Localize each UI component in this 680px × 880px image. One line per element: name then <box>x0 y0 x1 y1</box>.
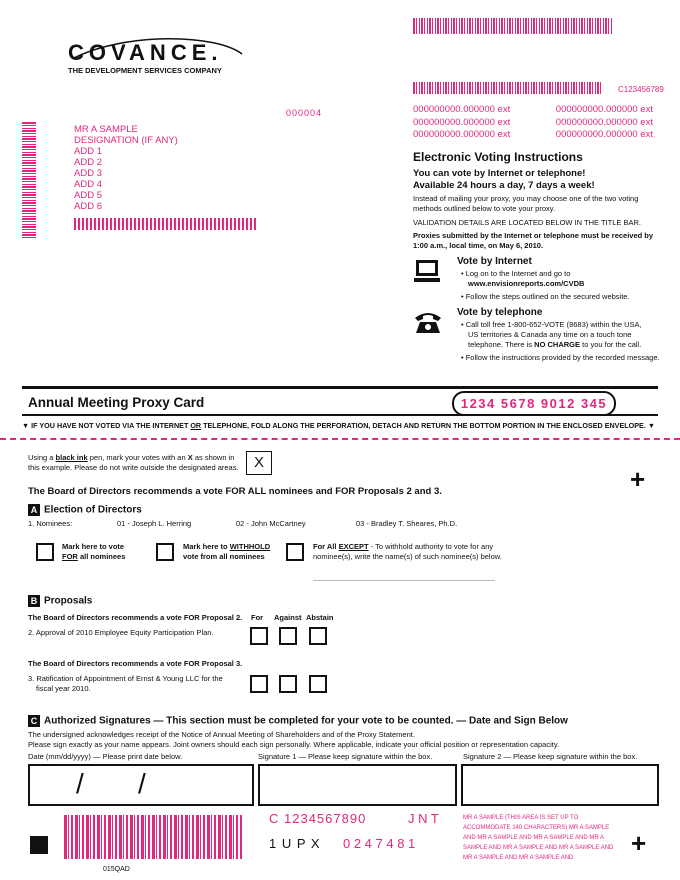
top-barcode <box>413 18 613 34</box>
title-bar-rule-bottom <box>22 414 658 416</box>
date-box[interactable] <box>28 764 254 806</box>
internet-title: Vote by Internet <box>457 256 532 267</box>
section-c-header <box>28 715 568 727</box>
signature-ack: The undersigned acknowledges receipt of the Notice of Annual Meeting of Shareholders and of the Proxy Statement. <box>28 730 415 739</box>
proposal-3-against[interactable] <box>279 675 297 693</box>
ext-line: 000000000.000000 ext <box>413 116 511 128</box>
ink-bold: black ink <box>55 453 88 462</box>
voting-instructions <box>413 150 657 251</box>
proposal-2-against[interactable] <box>279 627 297 645</box>
registration-plus: + <box>630 464 646 494</box>
signature-instructions: Please sign exactly as your name appears. Joint owners should each sign personally. Where applicable, indicate your official position or representation capacity. <box>28 740 560 749</box>
withhold-all-label <box>183 542 270 562</box>
phone-step1e: to you for the call. <box>582 340 642 349</box>
validation-code-text: 1234 5678 9012 345 <box>460 396 608 411</box>
footer-upx: 1 U P X <box>269 836 321 851</box>
footer-sample: MR A SAMPLE (THIS AREA IS SET UP TO ACCOMMODATE 140 CHARACTERS) MR A SAMPLE AND MR A SAMPLE AND MR A SAMPLE AND MR A SAMPLE AND MR A SAMPLE AND MR A SAMPLE AND MR A SAMPLE AND MR A SAMPLE AND <box>463 815 614 861</box>
board-recommendation: The Board of Directors recommends a vote FOR ALL nominees and FOR Proposals 2 and 3. <box>28 486 442 497</box>
ext-line: 000000000.000000 ext <box>555 104 653 115</box>
except-for-all: For All <box>313 542 337 551</box>
voting-validation: VALIDATION DETAILS ARE LOCATED BELOW IN THE TITLE BAR. <box>413 218 641 227</box>
for-all-for: FOR <box>62 552 78 561</box>
section-b-header <box>28 595 92 607</box>
address-line: ADD 5 <box>74 190 102 201</box>
fold-text-post: TELEPHONE, FOLD ALONG THE PERFORATION, DETACH AND RETURN THE BOTTOM PORTION IN THE ENCLOSED ENVELOPE. <box>203 421 646 430</box>
ext-line: 000000000.000000 ext <box>413 104 511 115</box>
proposal-3-line1: 3. Ratification of Appointment of Ernst & Young LLC for the <box>28 674 223 683</box>
fold-notice <box>22 421 662 430</box>
proposal-2-abstain[interactable] <box>309 627 327 645</box>
except-write-line[interactable] <box>313 580 495 581</box>
section-a-title: Election of Directors <box>44 504 142 516</box>
date-label: Date (mm/dd/yyyy) — Please print date below. <box>28 752 183 761</box>
address-line: DESIGNATION (IF ANY) <box>74 135 178 146</box>
side-barcode <box>22 122 36 240</box>
address-line: ADD 4 <box>74 179 102 190</box>
corner-mark <box>30 836 48 854</box>
phone-step2: Follow the instructions provided by the recorded message. <box>465 353 660 362</box>
section-a-letter: A <box>28 504 40 516</box>
proposal-2-for[interactable] <box>250 627 268 645</box>
ext-line: 000000000.000000 ext <box>413 129 511 140</box>
control-barcode <box>413 82 603 94</box>
ext-grid <box>413 104 653 142</box>
nominee-3: 03 - Bradley T. Sheares, Ph.D. <box>356 519 458 528</box>
phone-step1b: US territories & Canada any time on a touch tone <box>468 330 632 339</box>
logo-text: COVANCE. <box>68 40 223 65</box>
except-word: EXCEPT <box>338 542 369 551</box>
col-for: For <box>251 613 264 622</box>
fold-arrow-left-icon: ▼ <box>22 421 30 430</box>
vote-telephone: Vote by telephone • Call toll free 1-800-652-VOTE (8683) within the USA, US territories & Canada any time on a touch tone telephone. There is NO CHARGE to you for the call. • Follow the instructions provided by the recorded message. <box>457 307 662 363</box>
footer-control: C 1234567890 <box>269 811 367 826</box>
computer-icon <box>414 258 440 289</box>
address-line: MR A SAMPLE <box>74 124 138 135</box>
proposal-3 <box>28 674 223 694</box>
voting-sub1: You can vote by Internet or telephone! <box>413 168 586 179</box>
nominee-1: 01 - Joseph L. Herring <box>117 519 192 528</box>
validation-code <box>452 391 616 416</box>
withhold-all-checkbox[interactable] <box>156 543 174 561</box>
footer-barcode <box>64 815 242 859</box>
address-line: ADD 1 <box>74 146 102 157</box>
title-bar-rule-top <box>22 386 658 389</box>
phone-title: Vote by telephone <box>457 307 543 318</box>
for-all-line2: all nominees <box>79 552 126 561</box>
address-block <box>74 124 178 212</box>
postal-barcode <box>74 218 256 230</box>
nominees-label: 1. Nominees: <box>28 519 73 528</box>
voting-title: Electronic Voting Instructions <box>413 150 583 164</box>
withhold-line1: Mark here to <box>183 542 228 551</box>
nominee-2: 02 - John McCartney <box>236 519 306 528</box>
telephone-icon <box>414 310 442 339</box>
address-line: ADD 6 <box>74 201 102 212</box>
date-slash-1: / <box>76 768 84 799</box>
signature-1-box[interactable] <box>258 764 457 806</box>
proposal-2: 2. Approval of 2010 Employee Equity Participation Plan. <box>28 628 214 637</box>
internet-step1: Log on to the Internet and go to <box>465 269 571 278</box>
date-slash-2: / <box>138 768 146 799</box>
voting-deadline: Proxies submitted by the Internet or telephone must be received by 1:00 a.m., local time, on May 6, 2010. <box>413 231 654 250</box>
phone-step1a: Call toll free 1-800-652-VOTE (8683) within the USA, <box>465 320 642 329</box>
address-line: ADD 3 <box>74 168 102 179</box>
internet-url[interactable]: www.envisionreports.com/CVDB <box>468 279 585 288</box>
section-b-letter: B <box>28 595 40 607</box>
section-b-title: Proposals <box>44 595 93 607</box>
for-all-except-checkbox[interactable] <box>286 543 304 561</box>
ext-line: 000000000.000000 ext <box>555 129 653 140</box>
covance-logo <box>68 40 223 75</box>
proposal-3-line2: fiscal year 2010. <box>36 684 91 693</box>
footer-jnt: J N T <box>408 811 439 826</box>
phone-step1c: telephone. There is <box>468 340 533 349</box>
fold-arrow-right-icon: ▼ <box>647 421 655 430</box>
phone-no-charge: NO CHARGE <box>534 340 581 349</box>
voting-intro: Instead of mailing your proxy, you may choose one of the two voting methods outlined below to vote your proxy. <box>413 194 639 213</box>
footer-number: 0 2 4 7 4 8 1 <box>343 836 416 851</box>
signature-2-box[interactable] <box>461 764 659 806</box>
proposal-3-abstain[interactable] <box>309 675 327 693</box>
col-abstain: Abstain <box>306 613 334 622</box>
signature-2-label: Signature 2 — Please keep signature within the box. <box>463 752 638 761</box>
address-line: ADD 2 <box>74 157 102 168</box>
ink-x: X <box>187 453 193 462</box>
example-mark-box <box>246 451 272 475</box>
vote-for-all-checkbox[interactable] <box>36 543 54 561</box>
control-id: C123456789 <box>618 85 664 94</box>
logo-tagline: THE DEVELOPMENT SERVICES COMPANY <box>68 66 222 75</box>
proposal-3-for[interactable] <box>250 675 268 693</box>
voting-sub2: Available 24 hours a day, 7 days a week! <box>413 180 595 191</box>
withhold-line2: vote from all nominees <box>183 552 265 561</box>
sequence-number: 000004 <box>286 108 323 118</box>
ink-instructions <box>28 453 243 473</box>
perforation-line <box>0 438 680 440</box>
rec-proposal-3: The Board of Directors recommends a vote FOR Proposal 3. <box>28 659 243 668</box>
section-a-header <box>28 504 142 516</box>
except-instructions: - To withhold authority to vote for any nominee(s), write the name(s) of such nominee(s) below. <box>313 542 502 561</box>
ink-post: as shown in this example. Please do not write outside the designated areas. <box>28 453 239 472</box>
withhold-word: WITHHOLD <box>229 542 271 551</box>
ext-line: 000000000.000000 ext <box>555 116 653 128</box>
signature-1-label: Signature 1 — Please keep signature within the box. <box>258 752 433 761</box>
fold-text-or: OR <box>190 421 202 430</box>
internet-step2: Follow the steps outlined on the secured website. <box>465 292 630 301</box>
vote-for-all-label <box>62 542 125 562</box>
ink-mid: pen, mark your votes with an <box>89 453 186 462</box>
section-c-title: Authorized Signatures — This section must be completed for your vote to be counted. — Date and Sign Below <box>44 715 568 727</box>
col-against: Against <box>274 613 302 622</box>
for-all-except-label <box>313 542 508 562</box>
vote-internet: Vote by Internet • Log on to the Internet and go to www.envisionreports.com/CVDB • Follow the steps outlined on the secured website. <box>457 256 657 302</box>
rec-proposal-2: The Board of Directors recommends a vote FOR Proposal 2. <box>28 613 243 622</box>
example-mark: X <box>253 454 264 471</box>
for-all-line1: Mark here to vote <box>62 542 125 551</box>
section-c-letter: C <box>28 715 40 727</box>
proxy-card-title: Annual Meeting Proxy Card <box>28 395 205 410</box>
footer-plus: + <box>631 828 647 858</box>
ink-pre: Using a <box>28 453 54 462</box>
fold-text-pre: IF YOU HAVE NOT VOTED VIA THE INTERNET <box>31 421 189 430</box>
footer-code: 015QAD <box>103 866 130 873</box>
